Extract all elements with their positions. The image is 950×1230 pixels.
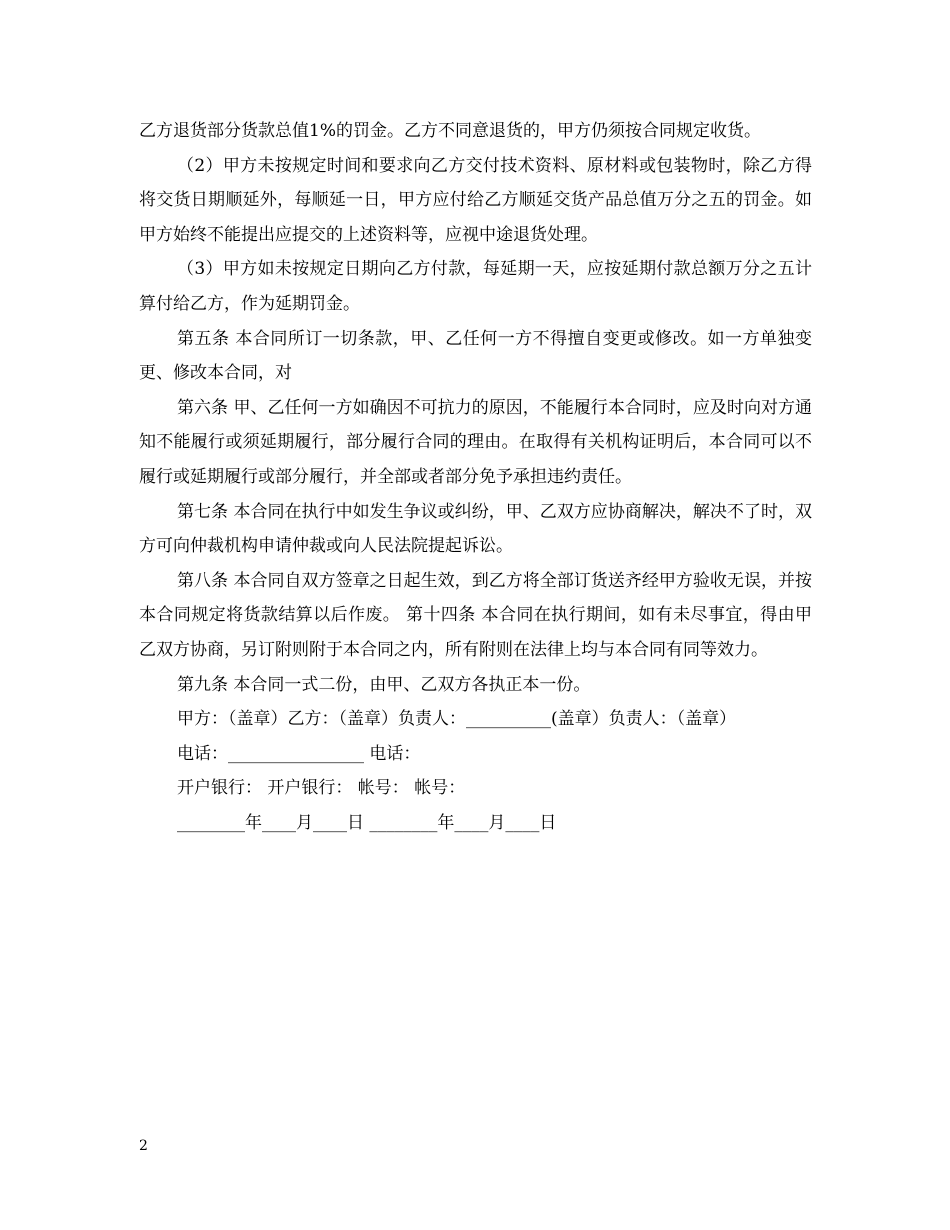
signature-line-parties: 甲方：（盖章）乙方：（盖章）负责人：__________(盖章）负责人：（盖章）	[177, 709, 737, 730]
paragraph-clause-3: （3）甲方如未按规定日期向乙方付款，每延期一天，应按延期付款总额万分之五计算付给乙方，作为延期罚金。	[139, 259, 812, 314]
document-body	[139, 114, 812, 840]
paragraph-article-7: 第七条 本合同在执行中如发生争议或纠纷，甲、乙双方应协商解决，解决不了时，双方可向仲裁机构申请仲裁或向人民法院提起诉讼。	[139, 501, 812, 557]
signature-line-bank: 开户银行： 开户银行： 帐号： 帐号：	[177, 778, 466, 799]
paragraph-article-9: 第九条 本合同一式二份，由甲、乙双方各执正本一份。	[177, 674, 591, 695]
page-number: 2	[139, 1138, 148, 1154]
paragraph-article-8: 第八条 本合同自双方签章之日起生效，到乙方将全部订货送齐经甲方验收无误，并按本合同规定将货款结算以后作废。 第十四条 本合同在执行期间，如有未尽事宜，得由甲乙双方协商，另订附则附于本合同之内，所有附则在法律上均与本合同有同等效力。	[139, 570, 812, 660]
paragraph-article-6: 第六条 甲、乙任何一方如确因不可抗力的原因，不能履行本合同时，应及时向对方通知不能履行或须延期履行，部分履行合同的理由。在取得有关机构证明后，本合同可以不履行或延期履行或部分履行，并全部或者部分免予承担违约责任。	[139, 397, 812, 487]
signature-line-phone: 电话：________________ 电话：	[177, 743, 421, 764]
paragraph-refund-penalty: 乙方退货部分货款总值1%的罚金。乙方不同意退货的，甲方仍须按合同规定收货。	[139, 121, 761, 141]
signature-line-date: ________年____月____日 ________年____月____日	[177, 812, 557, 833]
paragraph-clause-2: （2）甲方未按规定时间和要求向乙方交付技术资料、原材料或包装物时，除乙方得将交货日期顺延外，每顺延一日，甲方应付给乙方顺延交货产品总值万分之五的罚金。如甲方始终不能提出应提交的上述资料等，应视中途退货处理。	[139, 155, 812, 245]
paragraph-article-5: 第五条 本合同所订一切条款，甲、乙任何一方不得擅自变更或修改。如一方单独变更、修改本合同，对	[139, 328, 812, 384]
